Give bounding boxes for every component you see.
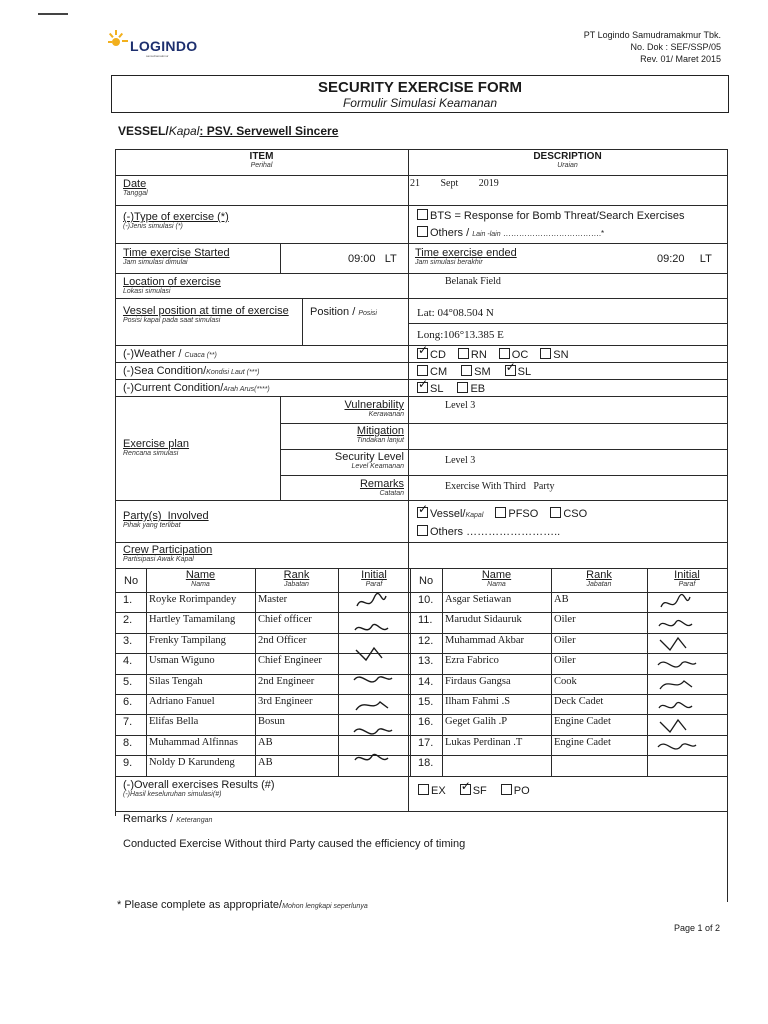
vessel-label: VESSEL/ [118, 124, 169, 138]
crew-name: Adriano Fanuel [149, 696, 215, 707]
checkbox[interactable] [499, 348, 510, 359]
grid-line [115, 205, 727, 206]
crew-no: 3. [123, 635, 133, 647]
grid-line [115, 714, 727, 715]
checkbox[interactable] [418, 784, 429, 795]
remarks-heading [123, 813, 212, 825]
remarks-item-sub: Catatan [379, 490, 404, 497]
sea-sl[interactable] [505, 366, 531, 378]
type-label: (-)Type of exercise (*) [123, 211, 229, 223]
grid-line [115, 149, 116, 816]
security-level-label: Security Level [334, 451, 404, 463]
type-option-others-label: Others / [430, 227, 473, 239]
current-eb-label: EB [470, 383, 486, 395]
current-options [417, 382, 485, 395]
initial-signature [352, 670, 396, 692]
mitigation-label: Mitigation [356, 425, 404, 437]
results-sub: (-)Hasil keseluruhan simulasi(#) [123, 791, 222, 798]
crew-rank: Deck Cadet [554, 696, 604, 707]
current-label-it: Arah Arus(****) [223, 386, 270, 393]
item-header-label: ITEM [249, 151, 274, 162]
crew-name: Elifas Bella [149, 716, 199, 727]
weather-cd[interactable] [417, 349, 446, 361]
grid-line [115, 612, 727, 613]
scan-mark [38, 13, 68, 15]
result-ex[interactable] [418, 785, 446, 797]
party-others-label: Others …………………….. [430, 526, 561, 538]
position-mid-text: Position / [310, 306, 359, 318]
crew-label-cell [123, 544, 212, 563]
initial-signature [656, 655, 704, 675]
initial-signature [352, 592, 396, 614]
security-level-value: Level 3 [445, 455, 476, 466]
initial-signature [656, 737, 704, 757]
crew-rank-header-left [255, 569, 338, 588]
start-label: Time exercise Started [123, 247, 230, 259]
grid-line [727, 149, 728, 902]
grid-line [302, 298, 303, 345]
start-label-cell [123, 247, 230, 266]
weather-rn-label: RN [470, 349, 487, 361]
crew-no: 18. [418, 757, 434, 769]
location-label: Location of exercise [123, 276, 221, 288]
vessel-line [118, 124, 338, 138]
crew-rank: AB [258, 757, 273, 768]
type-sub: (-)Jenis simulasi (*) [123, 223, 183, 230]
end-value: 09:20 LT [657, 253, 712, 265]
grid-line [146, 568, 147, 776]
location-label-cell [123, 276, 221, 295]
end-label: Time exercise ended [415, 247, 517, 259]
checkbox[interactable] [417, 226, 428, 237]
date-sub: Tanggal [123, 190, 148, 197]
result-ex-label: EX [431, 785, 446, 797]
plan-label-cell [123, 438, 189, 457]
grid-line [647, 568, 648, 776]
crew-name-header-label: Name [185, 569, 216, 581]
latitude: Lat: 04°08.504 N [417, 307, 494, 319]
remarks-heading-text: Remarks / [123, 813, 177, 825]
crew-name-header-right [442, 569, 551, 588]
checkbox[interactable] [540, 348, 551, 359]
crew-name: Marudut Sidauruk [445, 614, 522, 625]
party-vessel[interactable] [417, 508, 483, 520]
sea-sm[interactable] [461, 366, 491, 378]
type-option-others-it: Lain -lain [472, 231, 501, 238]
crew-no: 6. [123, 696, 133, 708]
crew-name-header-left [146, 569, 255, 588]
party-cso[interactable] [550, 508, 587, 520]
crew-no: 7. [123, 716, 133, 728]
grid-line [410, 568, 411, 776]
crew-rank: Cook [554, 676, 577, 687]
remarks-heading-it: Keterangan [176, 817, 213, 824]
type-option-others-dots: ……………………………….* [500, 229, 605, 238]
grid-line [115, 298, 727, 299]
party-cso-label: CSO [563, 508, 588, 520]
crew-name-header-label: Name [481, 569, 512, 581]
vulnerability-cell [282, 399, 404, 418]
location-sub: Lokasi simulasi [123, 288, 171, 295]
longitude: Long:106°13.385 E [417, 329, 504, 341]
checkbox[interactable] [417, 507, 428, 518]
sea-label [123, 365, 259, 377]
remarks-text: Conducted Exercise Without third Party caused the efficiency of timing [123, 838, 466, 850]
initial-signature [352, 618, 396, 640]
initial-signature [656, 614, 704, 634]
crew-rank-header-sub: Jabatan [586, 581, 612, 588]
party-pfso-label: PFSO [508, 508, 539, 520]
crew-rank-header-label: Rank [586, 569, 612, 581]
crew-name: Hartley Tamamilang [149, 614, 236, 625]
remarks-item-label: Remarks [359, 478, 404, 490]
crew-no: 5. [123, 676, 133, 688]
party-vessel-label: Vessel/ [430, 508, 466, 520]
crew-no: 1. [123, 594, 133, 606]
crew-no-header-right: No [419, 575, 434, 587]
crew-sub: Partisipasi Awak Kapal [123, 556, 194, 563]
crew-no: 12. [418, 635, 434, 647]
mitigation-sub: Tindakan lanjut [356, 437, 404, 444]
revision: Rev. 01/ Maret 2015 [640, 54, 721, 64]
vulnerability-sub: Kerawanan [368, 411, 404, 418]
crew-initial-header-sub: Paraf [678, 581, 696, 588]
description-header-sub: Uraian [557, 162, 578, 169]
crew-no: 15. [418, 696, 434, 708]
crew-rank-header-right [551, 569, 647, 588]
crew-name: Firdaus Gangsa [445, 676, 511, 687]
remarks-cell [282, 478, 404, 497]
crew-name: Muhammad Akbar [445, 635, 525, 646]
sea-options [417, 365, 531, 378]
type-option-others [417, 226, 604, 239]
crew-name: Noldy D Karundeng [149, 757, 235, 768]
grid-line [115, 633, 727, 634]
grid-line [280, 243, 281, 273]
checkbox[interactable] [460, 784, 471, 795]
grid-line [115, 542, 727, 543]
security-level-sub: Level Keamanan [351, 463, 404, 470]
crew-rank: Oiler [554, 655, 576, 666]
current-sl-label: SL [430, 383, 444, 395]
weather-label-it: Cuaca (**) [184, 352, 217, 359]
initial-signature [656, 716, 704, 736]
date-label: Date [123, 178, 147, 190]
start-value: 09:00 LT [348, 253, 397, 265]
grid-line [115, 653, 727, 654]
grid-line [280, 423, 727, 424]
initial-signature [352, 748, 396, 770]
position-mid-label [310, 306, 377, 318]
grid-line [115, 362, 727, 363]
crew-name-header-sub: Nama [191, 581, 210, 588]
crew-name-header-sub: Nama [487, 581, 506, 588]
checkbox[interactable] [461, 365, 472, 376]
vulnerability-label: Vulnerability [344, 399, 404, 411]
grid-line [280, 449, 727, 450]
grid-line [115, 735, 727, 736]
grid-line [115, 243, 727, 244]
party-options [417, 507, 587, 520]
item-header-sub: Perihal [250, 162, 273, 169]
sea-cm-label: CM [430, 366, 448, 378]
crew-no: 16. [418, 716, 434, 728]
grid-line [115, 175, 727, 176]
type-option-bts-label: BTS = Response for Bomb Threat/Search Exercises [430, 210, 685, 222]
grid-line [115, 811, 727, 812]
weather-label [123, 348, 217, 360]
weather-sn-label: SN [553, 349, 569, 361]
grid-line [115, 776, 727, 777]
crew-name: Ilham Fahmi .S [445, 696, 511, 707]
result-po-label: PO [513, 785, 530, 797]
footer-note-it: Mohon lengkapi seperlunya [282, 903, 368, 910]
mitigation-cell [282, 425, 404, 444]
doc-number: No. Dok : SEF/SSP/05 [630, 42, 721, 52]
grid-line [115, 694, 727, 695]
current-label-text: (-)Current Condition/ [123, 382, 224, 394]
crew-no: 8. [123, 737, 133, 749]
current-sl[interactable] [417, 383, 443, 395]
crew-rank-header-sub: Jabatan [284, 581, 309, 588]
crew-initial-header-right [647, 569, 727, 588]
position-sub: Posisi kapal pada saat simulasi [123, 317, 221, 324]
weather-options [417, 348, 569, 361]
form-title: SECURITY EXERCISE FORM [318, 79, 522, 96]
vessel-value: : PSV. Servewell Sincere [199, 124, 339, 138]
page-number: Page 1 of 2 [674, 923, 721, 933]
grid-line [115, 396, 727, 397]
crew-no: 11. [418, 614, 433, 626]
result-sf-label: SF [472, 785, 487, 797]
item-header [115, 151, 408, 169]
checkbox[interactable] [417, 209, 428, 220]
weather-oc-label: OC [511, 349, 529, 361]
crew-rank: AB [258, 737, 273, 748]
remarks-item-value: Exercise With Third Party [445, 481, 555, 492]
crew-no: 13. [418, 655, 434, 667]
position-mid-it: Posisi [358, 310, 377, 317]
party-label: Party(s) Involved [123, 510, 209, 522]
grid-line [115, 592, 727, 593]
security-level-cell [282, 451, 404, 470]
sea-label-text: (-)Sea Condition/ [123, 365, 207, 377]
crew-rank: 2nd Officer [258, 635, 307, 646]
party-sub: Pihak yang terlibat [123, 522, 181, 529]
initial-signature [656, 593, 704, 613]
crew-rank: Engine Cadet [554, 737, 611, 748]
crew-name: Frenky Tampilang [149, 635, 226, 646]
crew-name: Silas Tengah [149, 676, 203, 687]
logo-tagline: samudramakmur [146, 54, 169, 58]
crew-rank: 3rd Engineer [258, 696, 313, 707]
results-label: (-)Overall exercises Results (#) [123, 779, 275, 791]
crew-name: Usman Wiguno [149, 655, 215, 666]
end-label-cell [415, 247, 517, 266]
description-header-label: DESCRIPTION [533, 151, 602, 162]
crew-no: 9. [123, 757, 133, 769]
grid-line [280, 475, 727, 476]
sun-logo-icon [108, 30, 130, 52]
crew-no: 10. [418, 594, 434, 606]
checkbox[interactable] [417, 348, 428, 359]
checkbox[interactable] [417, 365, 428, 376]
party-vessel-it: Kapal [465, 512, 484, 519]
crew-no: 17. [418, 737, 434, 749]
crew-name: Muhammad Alfinnas [149, 737, 238, 748]
grid-line [280, 396, 281, 500]
plan-label: Exercise plan [123, 438, 190, 450]
type-option-bts [417, 209, 684, 222]
location-value: Belanak Field [445, 276, 501, 287]
footer-note-text: * Please complete as appropriate/ [117, 899, 283, 911]
crew-no-header-left: No [124, 575, 139, 587]
grid-line [442, 568, 443, 776]
date-value: 21 Sept 2019 [410, 178, 499, 189]
initial-signature [656, 634, 704, 654]
footer-note [117, 899, 368, 911]
start-sub: Jam simulasi dimulai [123, 259, 188, 266]
date-label-cell [123, 178, 148, 197]
crew-initial-header-label: Initial [674, 569, 700, 581]
checkbox[interactable] [550, 507, 561, 518]
crew-rank: Oiler [554, 635, 576, 646]
crew-initial-header-left [338, 569, 410, 588]
crew-rank: Chief Engineer [258, 655, 322, 666]
grid-line [408, 149, 409, 811]
crew-name: Geget Galih .P [445, 716, 508, 727]
crew-name: Lukas Perdinan .T [445, 737, 523, 748]
initial-signature [352, 644, 396, 666]
description-header [408, 151, 727, 169]
logo-text: LOGINDO [130, 38, 198, 54]
initial-signature [656, 696, 704, 716]
checkbox[interactable] [417, 525, 428, 536]
current-eb[interactable] [457, 383, 485, 395]
crew-rank: Oiler [554, 614, 576, 625]
results-label-cell [123, 779, 275, 798]
title-box [111, 75, 729, 113]
grid-line [408, 323, 727, 324]
position-label: Vessel position at time of exercise [123, 305, 289, 317]
grid-line [115, 674, 727, 675]
weather-label-text: (-)Weather / [123, 348, 185, 360]
crew-rank-header-label: Rank [283, 569, 310, 581]
type-label-cell [123, 211, 229, 230]
weather-rn[interactable] [458, 349, 487, 361]
sea-label-it: Kondisi Laut (***) [206, 369, 260, 376]
crew-rank: 2nd Engineer [258, 676, 315, 687]
company-logo [108, 30, 218, 60]
vulnerability-value: Level 3 [445, 400, 476, 411]
result-sf[interactable] [460, 785, 487, 797]
position-label-cell [123, 305, 298, 324]
weather-sn[interactable] [540, 349, 568, 361]
crew-name: Ezra Fabrico [445, 655, 499, 666]
crew-no: 4. [123, 655, 133, 667]
grid-line [115, 273, 727, 274]
crew-name: Asgar Setiawan [445, 594, 512, 605]
plan-sub: Rencana simulasi [123, 450, 179, 457]
party-pfso[interactable] [495, 508, 538, 520]
company-name: PT Logindo Samudramakmur Tbk. [583, 30, 721, 40]
crew-initial-header-sub: Paraf [365, 581, 383, 588]
crew-rank: Bosun [258, 716, 285, 727]
grid-line [115, 149, 727, 150]
grid-line [115, 755, 727, 756]
checkbox[interactable] [505, 365, 516, 376]
grid-line [551, 568, 552, 776]
crew-label: Crew Participation [123, 544, 213, 556]
initial-signature [352, 696, 396, 718]
results-options [418, 784, 530, 797]
form-subtitle: Formulir Simulasi Keamanan [342, 96, 498, 110]
crew-no: 14. [418, 676, 434, 688]
crew-rank: Engine Cadet [554, 716, 611, 727]
grid-line [338, 568, 339, 776]
crew-rank: Chief officer [258, 614, 312, 625]
current-label [123, 382, 270, 394]
initial-signature [352, 722, 396, 744]
checkbox[interactable] [501, 784, 512, 795]
sea-sm-label: SM [474, 366, 491, 378]
result-po[interactable] [501, 785, 530, 797]
grid-line [255, 568, 256, 776]
crew-name: Royke Rorimpandey [149, 594, 237, 605]
crew-rank: AB [554, 594, 569, 605]
checkbox[interactable] [457, 382, 468, 393]
crew-rank: Master [258, 594, 288, 605]
party-others [417, 525, 560, 538]
sea-sl-label: SL [517, 366, 532, 378]
crew-no: 2. [123, 614, 133, 626]
crew-initial-header-label: Initial [361, 569, 387, 581]
vessel-label-it: Kapal [168, 124, 200, 138]
grid-line [115, 500, 727, 501]
weather-cd-label: CD [430, 349, 446, 361]
end-sub: Jam simulasi berakhir [415, 259, 483, 266]
initial-signature [656, 675, 704, 695]
company-info [584, 29, 721, 65]
checkbox[interactable] [458, 348, 469, 359]
checkbox[interactable] [495, 507, 506, 518]
checkbox[interactable] [417, 382, 428, 393]
party-label-cell [123, 510, 209, 529]
